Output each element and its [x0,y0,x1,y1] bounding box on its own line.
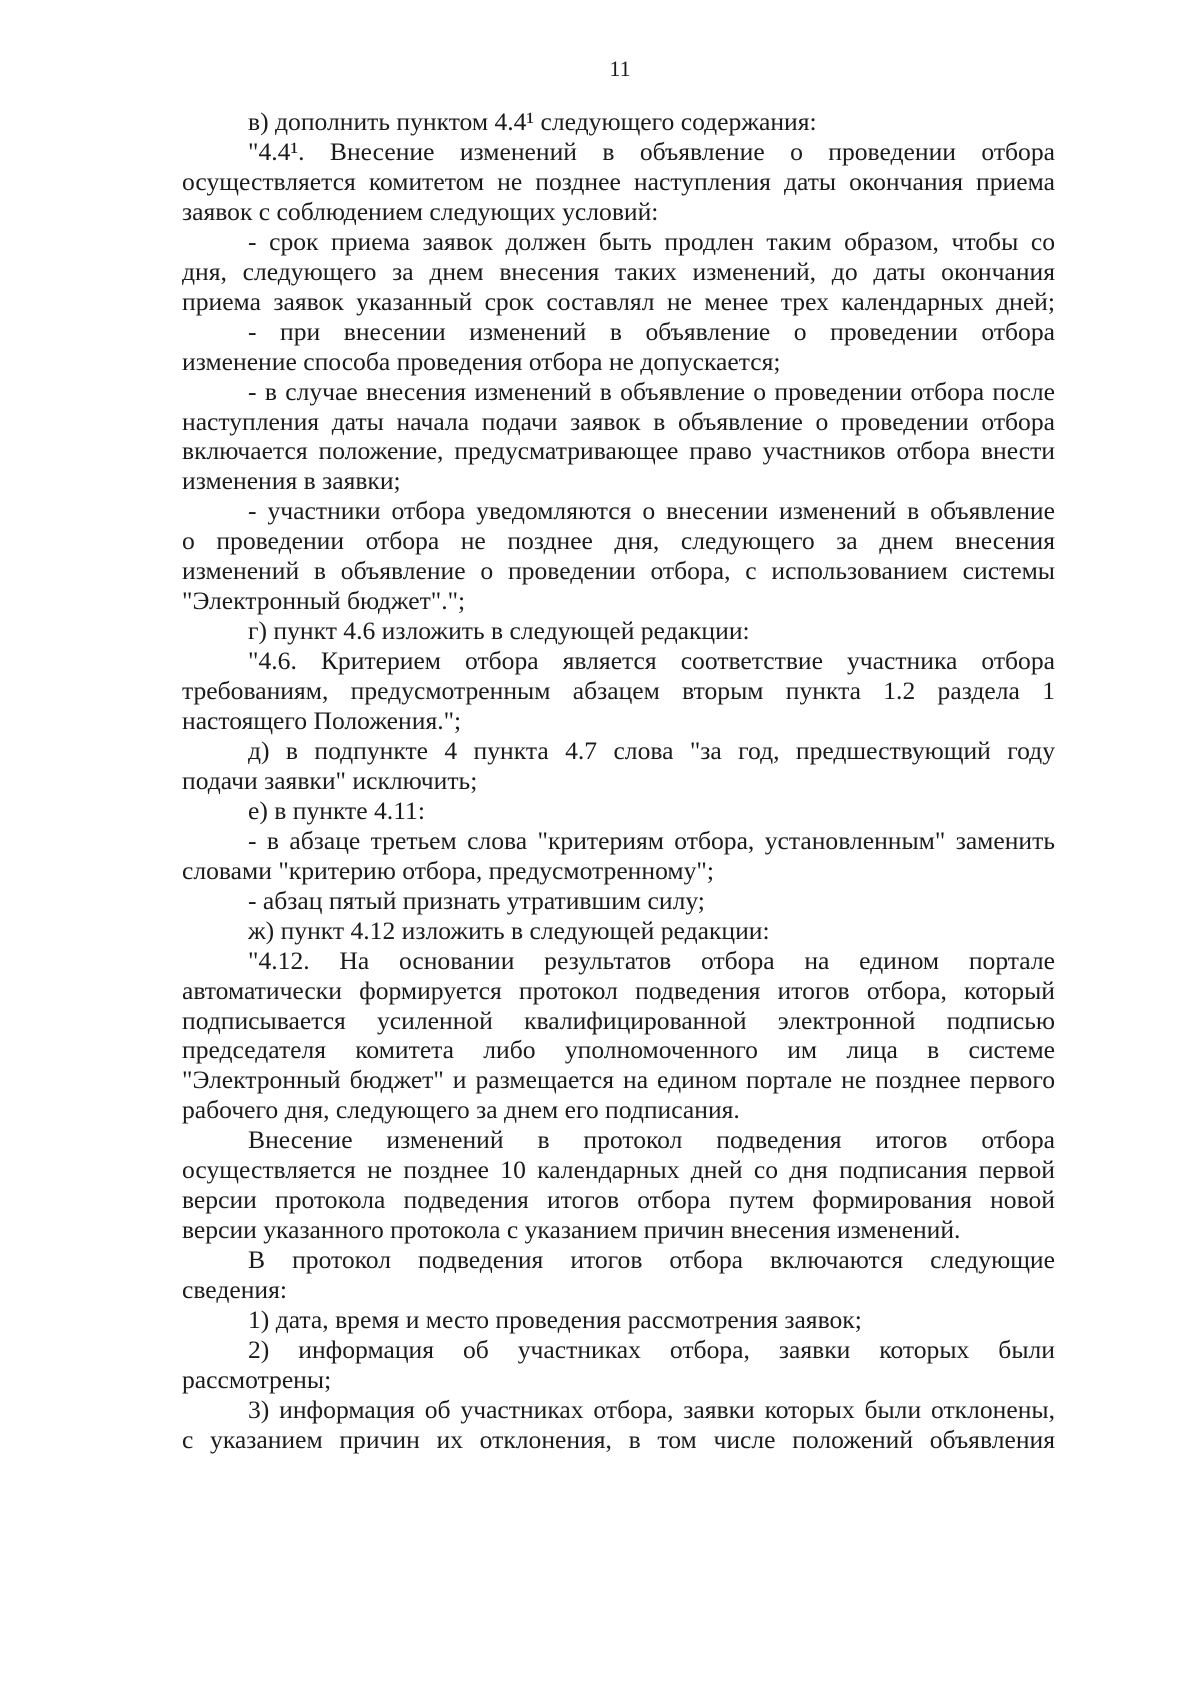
text-line: изменение способа проведения отбора не допускается; [182,346,781,376]
text-line: д) в подпункте 4 пункта 4.7 слова "за год, предшествующий году [248,735,1055,765]
text-line: приема заявок указанный срок составлял не менее трех календарных дней; [182,286,1055,316]
text-line: наступления даты начала подачи заявок в объявление о проведении отбора [182,406,1055,436]
text-line: изменения в заявки; [182,466,401,496]
text-line: в) дополнить пунктом 4.4¹ следующего содержания: [248,107,817,136]
text-line: - абзац пятый признать утратившим силу; [248,885,705,915]
text-line: председателя комитета либо уполномоченного им лица в системе [182,1035,1055,1065]
text-line: В протокол подведения итогов отбора включаются следующие [248,1245,1055,1275]
text-line: настоящего Положения."; [182,706,462,735]
text-line: с указанием причин их отклонения, в том числе положений объявления [182,1424,1055,1454]
text-line: подачи заявки" исключить; [182,765,478,795]
text-line: осуществляется комитетом не позднее наступления даты окончания приема [182,166,1055,196]
text-line: версии указанного протокола с указанием причин внесения изменений. [182,1215,961,1245]
text-line: сведения: [182,1275,287,1304]
text-line: включается положение, предусматривающее право участников отбора внести [182,436,1055,466]
text-line: "4.6. Критерием отбора является соответствие участника отбора [248,646,1055,676]
text-line: 1) дата, время и место проведения рассмотрения заявок; [248,1305,862,1334]
text-line: Внесение изменений в протокол подведения итогов отбора [248,1125,1055,1155]
page-number: 11 [609,56,631,81]
text-line: требованиям, предусмотренным абзацем вторым пункта 1.2 раздела 1 [182,676,1055,705]
text-line: словами "критерию отбора, предусмотренному"; [182,855,714,885]
text-line: 2) информация об участниках отбора, заявки которых были [248,1335,1055,1364]
text-line: "4.4¹. Внесение изменений в объявление о проведении отбора [248,136,1055,166]
text-line: дня, следующего за днем внесения таких изменений, до даты окончания [182,256,1055,286]
text-line: - в случае внесения изменений в объявление о проведении отбора после [248,376,1055,406]
text-line: "Электронный бюджет" и размещается на едином портале не позднее первого [182,1065,1055,1095]
text-line: - в абзаце третьем слова "критериям отбора, установленным" заменить [248,825,1055,855]
text-line: рассмотрены; [182,1364,332,1394]
text-line: "Электронный бюджет"."; [182,586,466,616]
text-line: о проведении отбора не позднее дня, следующего за днем внесения [182,526,1055,556]
text-line: ж) пункт 4.12 изложить в следующей редакции: [248,915,770,945]
text-line: изменений в объявление о проведении отбора, с использованием системы [182,556,1055,586]
text-line: рабочего дня, следующего за днем его подписания. [182,1095,740,1125]
text-line: версии протокола подведения итогов отбора путем формирования новой [182,1185,1055,1215]
text-line: г) пункт 4.6 изложить в следующей редакции: [248,616,750,646]
text-line: автоматически формируется протокол подведения итогов отбора, который [182,975,1055,1005]
text-line: осуществляется не позднее 10 календарных дней со дня подписания первой [182,1155,1055,1185]
text-line: - участники отбора уведомляются о внесении изменений в объявление [248,496,1055,526]
text-line: е) в пункте 4.11: [248,795,425,825]
text-line: - срок приема заявок должен быть продлен таким образом, чтобы со [248,226,1055,256]
text-line: "4.12. На основании результатов отбора на едином портале [248,945,1055,975]
text-line: - при внесении изменений в объявление о проведении отбора [248,316,1055,346]
text-line: заявок с соблюдением следующих условий: [182,196,659,226]
text-line: 3) информация об участниках отбора, заявки которых были отклонены, [248,1394,1055,1424]
text-line: подписывается усиленной квалифицированной электронной подписью [182,1005,1055,1035]
